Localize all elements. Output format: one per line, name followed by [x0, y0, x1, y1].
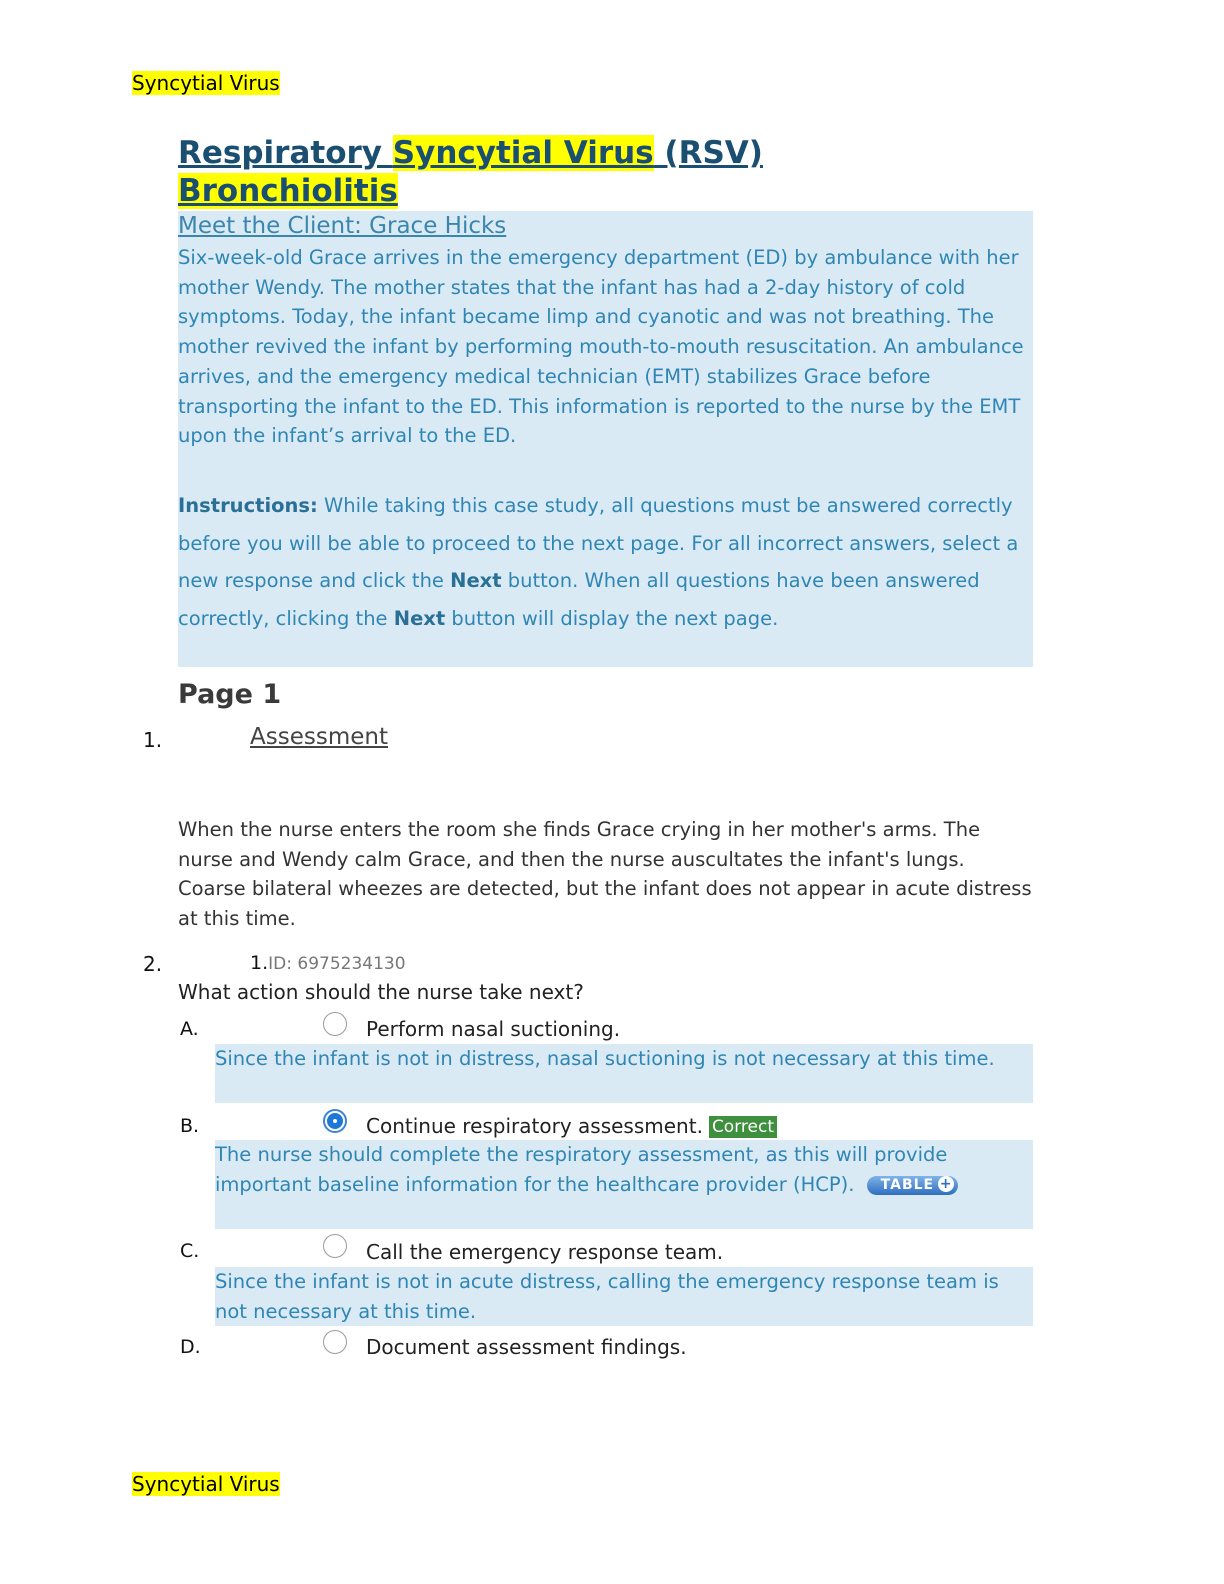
client-title-link[interactable]: Meet the Client: Grace Hicks [178, 213, 507, 239]
option-b-feedback-text: The nurse should complete the respiratory assessment, as this will provide important baseline information for the healthcare provider (HCP). [215, 1143, 948, 1196]
footer-text: Syncytial Virus [132, 1472, 280, 1496]
page-header [132, 70, 280, 96]
item-number-2: 2. [143, 952, 163, 976]
title-part-2: Syncytial Virus [392, 135, 654, 171]
instructions-next-1: Next [450, 569, 502, 593]
item-number-1: 1. [143, 728, 163, 752]
page-label: Page 1 [178, 679, 282, 710]
question-id-row [250, 952, 406, 974]
option-a-letter: A. [180, 1018, 199, 1040]
instructions [178, 487, 1033, 637]
assessment-heading[interactable]: Assessment [250, 724, 388, 750]
option-d-text[interactable]: Document assessment findings. [366, 1335, 687, 1359]
title-part-3: (RSV) [653, 135, 763, 171]
table-button[interactable] [867, 1176, 958, 1195]
option-b-letter: B. [180, 1115, 200, 1137]
option-b-radio-selected[interactable] [323, 1109, 347, 1133]
document-title [178, 134, 1038, 210]
option-a-text[interactable]: Perform nasal suctioning. [366, 1017, 621, 1041]
intro-panel [178, 211, 1033, 667]
option-b-feedback [215, 1140, 1033, 1229]
instructions-text-3: button will display the next page. [445, 606, 779, 630]
option-c-radio[interactable] [323, 1234, 347, 1258]
option-a-radio[interactable] [323, 1012, 347, 1036]
title-part-1: Respiratory [178, 135, 393, 171]
instructions-text-1: While taking this case study, all questions must be answered correctly before you will be able to proceed to the next page. For all incorrect answers, select a new response and click the [178, 494, 1019, 593]
option-d-radio[interactable] [323, 1330, 347, 1354]
page-footer [132, 1471, 280, 1497]
option-c-letter: C. [180, 1240, 200, 1262]
header-text: Syncytial Virus [132, 71, 280, 95]
question-id: ID: 6975234130 [268, 954, 406, 974]
option-b-row [366, 1114, 777, 1138]
intro-text: Six-week-old Grace arrives in the emergency department (ED) by ambulance with her mother Wendy. The mother states that the infant has had a 2-day history of cold symptoms. Today, the infant became limp and cyanotic and was not breathing. The mother revived the infant by performing mouth-to-mouth resuscitation. An ambulance arrives, and the emergency medical technician (EMT) stabilizes Grace before transporting the infant to the ED. This information is reported to the nurse by the EMT upon the infant’s arrival to the ED. [178, 246, 1024, 448]
instructions-label: Instructions: [178, 494, 318, 517]
title-part-4: Bronchiolitis [178, 173, 398, 209]
option-b-text[interactable]: Continue respiratory assessment. [366, 1114, 703, 1138]
instructions-next-2: Next [393, 606, 446, 630]
plus-icon: + [939, 1175, 953, 1192]
question-text: What action should the nurse take next? [178, 980, 584, 1004]
option-c-feedback: Since the infant is not in acute distress, calling the emergency response team is not necessary at this time. [215, 1267, 1033, 1326]
instructions-text-2: button. When all questions have been answered correctly, clicking the [178, 569, 980, 630]
question-number: 1. [250, 952, 269, 974]
option-d-letter: D. [180, 1336, 201, 1358]
option-a-feedback: Since the infant is not in distress, nasal suctioning is not necessary at this time. [215, 1044, 1033, 1103]
table-button-label: TABLE [880, 1176, 935, 1193]
option-c-text[interactable]: Call the emergency response team. [366, 1240, 724, 1264]
scenario-text: When the nurse enters the room she finds Grace crying in her mother's arms. The nurse and Wendy calm Grace, and then the nurse auscultates the infant's lungs. Coarse bilateral wheezes are detected, but the infant does not appear in acute distress at this time. [178, 818, 1032, 931]
correct-badge: Correct [709, 1116, 777, 1138]
